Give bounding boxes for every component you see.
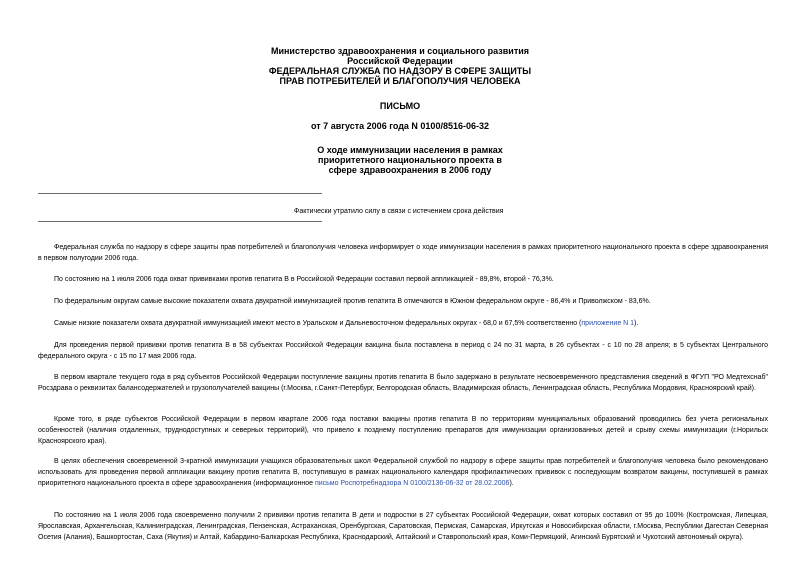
document-header — [200, 46, 600, 86]
divider-top — [38, 193, 322, 194]
paragraph-1 — [38, 242, 768, 264]
paragraph-8 — [38, 456, 768, 489]
divider-bottom — [38, 221, 322, 222]
paragraph-6-text: В первом квартале текущего года в ряд субъектов Российской Федерации поступление вакцины против гепатита В было задержано в результате несвоевременного представления сведений в ФГУП "РО Медтехснаб" Росздрава о реквизитах балансодержателей и грузополучателей вакцины (г.Москва, г.Санкт-Петербург, Белгородская область, Владимирская область, Ленинградская область, Республика Мордовия, Красноярский край). — [38, 374, 768, 392]
paragraph-6 — [38, 372, 768, 394]
paragraph-2 — [38, 274, 768, 285]
paragraph-8-tail: ). — [509, 480, 514, 487]
paragraph-7 — [38, 414, 768, 447]
paragraph-2-text: По состоянию на 1 июля 2006 года охват прививками против гепатита В в Российской Федерации составил первой аппликацией - 89,8%, второй - 76,3%. — [54, 276, 554, 283]
document-date-number: от 7 августа 2006 года N 0100/8516-06-32 — [311, 121, 489, 131]
document-subject — [220, 145, 600, 175]
paragraph-9 — [38, 510, 768, 543]
paragraph-1-text: Федеральная служба по надзору в сфере защиты прав потребителей и благополучия человека информирует о ходе иммунизации населения в рамках приоритетного национального проекта в сфере здравоохранения в первом полугодии 2006 года. — [38, 244, 768, 262]
paragraph-4-tail: ). — [634, 320, 639, 327]
ministry-name: Министерство здравоохранения и социального развития — [270, 46, 530, 56]
paragraph-3 — [38, 296, 768, 307]
paragraph-7-text: Кроме того, в ряде субъектов Российской Федерации в первом квартале 2006 года поставки вакцины против гепатита В по территориям муниципальных образований проводились без учета региональных особенностей (наличия отдаленных, труднодоступных и северных территорий), что привело к позднему поступлению препаратов для иммунизации организованных детей и срыву схемы иммунизации (г.Норильск Красноярского края). — [38, 416, 768, 445]
subject-line1: О ходе иммунизации населения в рамках — [317, 145, 503, 155]
document-type: ПИСЬМО — [379, 101, 421, 111]
paragraph-5-text: Для проведения первой прививки против гепатита В в 58 субъектах Российской Федерации вакцина была поставлена в период с 24 по 31 марта, в 26 субъектах - с 10 по 28 апреля; в 5 субъектах Центрального федерального округа - с 15 по 17 мая 2006 года. — [38, 342, 768, 360]
subject-line3: сфере здравоохранения в 2006 году — [328, 165, 492, 175]
service-name-line2: ПРАВ ПОТРЕБИТЕЛЕЙ И БЛАГОПОЛУЧИЯ ЧЕЛОВЕКА — [279, 76, 521, 86]
appendix-1-link[interactable]: приложение N 1 — [581, 320, 635, 327]
paragraph-4 — [38, 318, 768, 329]
paragraph-9-text: По состоянию на 1 июля 2006 года своевременно получили 2 прививки против гепатита В дети и подростки в 27 субъектах Российской Федерации, охват которых составил от 95 до 100% (Костромская, Липецкая, Ярославская, Архангельская, Калининградская, Ленинградская, Пензенская, Астраханская, Оренбургская, Саратовская, Пермская, Самарская, Иркутская и Новосибирская области, г.Москва, Республики Дагестан Северная Осетия (Алания), Башкортостан, Саха (Якутия) и Алтай, Кабардино-Балкарская Республика, Краснодарский, Алтайский и Ставропольский края, Коми-Пермяцкий, Агинский Бурятский и Чукотский автономный округа). — [38, 512, 768, 541]
paragraph-5 — [38, 340, 768, 362]
validity-status: Фактически утратило силу в связи с истечением срока действия — [294, 208, 504, 215]
paragraph-8-text: В целях обеспечения своевременной 3-кратной иммунизации учащихся образовательных школ Федеральной службой по надзору в сфере защиты прав потребителей и благополучия человека было рекомендовано использовать для проведения первой аппликации вакцину против гепатита В, поступившую в рамках национального календаря профилактических прививок с последующим возвратом вакцины, поступившей в рамках приоритетного национального проекта в сфере здравоохранения (информационное — [38, 458, 768, 487]
paragraph-3-text: По федеральным округам самые высокие показатели охвата двукратной иммунизацией против гепатита В отмечаются в Южном федеральном округе - 86,4% и Приволжском - 83,6%. — [54, 298, 651, 305]
service-name-line1: ФЕДЕРАЛЬНАЯ СЛУЖБА ПО НАДЗОРУ В СФЕРЕ ЗАЩИТЫ — [268, 66, 532, 76]
rospotrebnadzor-letter-link[interactable]: письмо Роспотребнадзора N 0100/2136-06-32 от 28.02.2006 — [314, 480, 510, 487]
subject-line2: приоритетного национального проекта в — [318, 155, 502, 165]
country-name: Российской Федерации — [347, 56, 453, 66]
paragraph-4-text: Самые низкие показатели охвата двукратной иммунизацией имеют место в Уральском и Дальневосточном федеральных округах - 68,0 и 67,5% соответственно ( — [54, 320, 582, 327]
